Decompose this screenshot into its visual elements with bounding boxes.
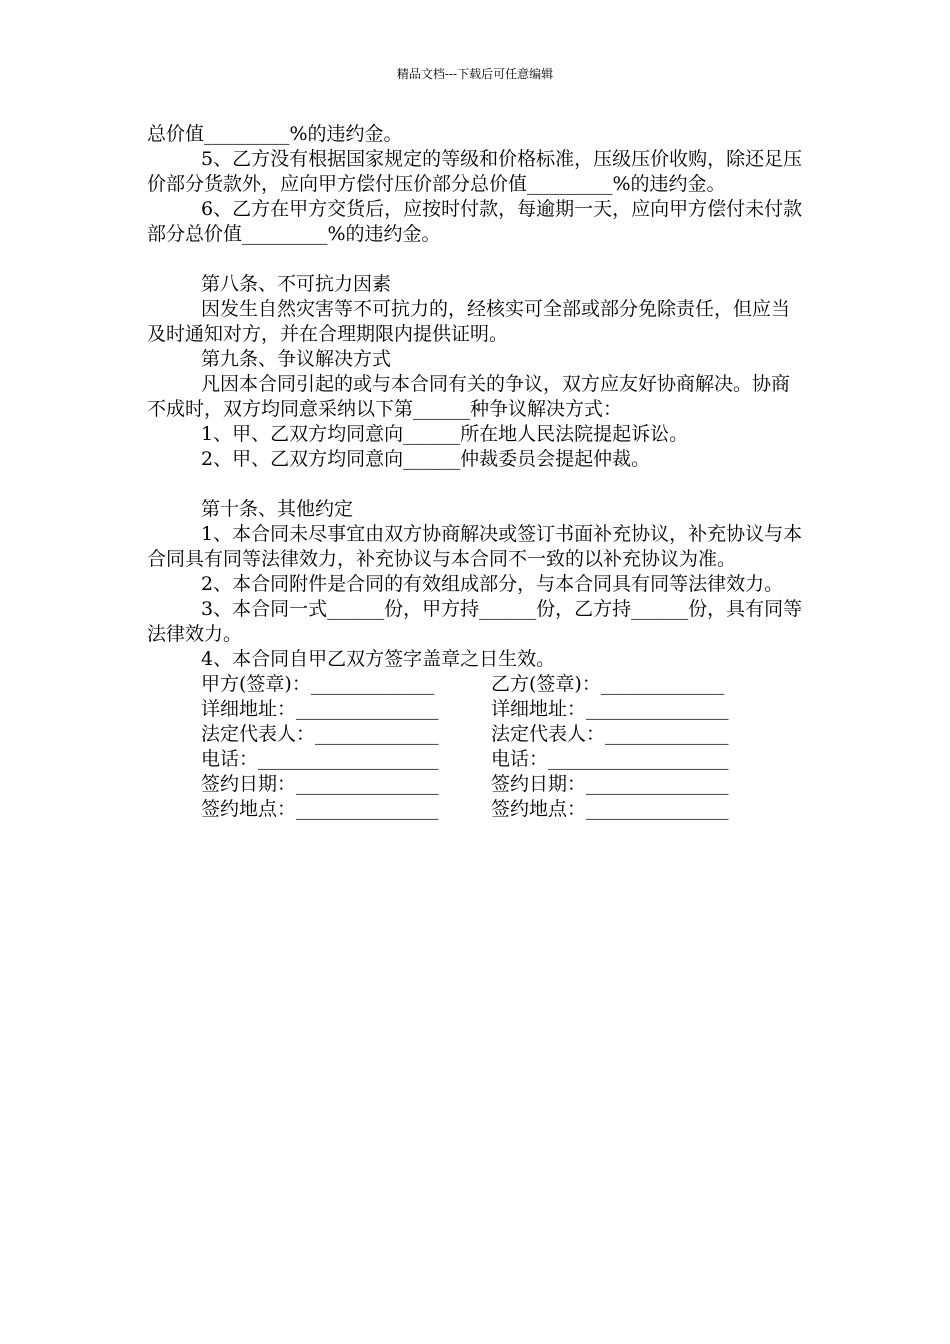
party-b-date-field: 签约日期：_______________: [491, 773, 729, 795]
signature-row-place: [147, 797, 807, 822]
signature-row-address: [147, 697, 807, 722]
signature-row-representative: [147, 722, 807, 747]
article-9-body: 凡因本合同引起的或与本合同有关的争议，双方应友好协商解决。协商不成时，双方均同意采纳以下第______种争议解决方式：: [147, 373, 791, 420]
party-a-representative-field: 法定代表人：_____________: [201, 723, 439, 745]
party-b-phone-field: 电话：___________________: [491, 748, 729, 770]
penalty-line-continued: 总价值_________%的违约金。: [147, 123, 403, 145]
signature-block: [147, 672, 807, 822]
party-a-address-field: 详细地址：_______________: [201, 698, 439, 720]
page-header: 精品文档---下载后可任意编辑: [396, 67, 554, 81]
spacer: [147, 247, 807, 272]
article-10-item-2: 2、本合同附件是合同的有效组成部分，与本合同具有同等法律效力。: [201, 573, 784, 595]
article-10-item-3: 3、本合同一式______份，甲方持______份，乙方持______份，具有同等法律效力。: [147, 598, 803, 645]
spacer: [147, 472, 807, 497]
party-b-seal-field: 乙方(签章)：_____________: [491, 673, 725, 695]
article-8-title: 第八条、不可抗力因素: [201, 273, 392, 295]
party-b-representative-field: 法定代表人：_____________: [491, 723, 729, 745]
party-a-place-field: 签约地点：_______________: [201, 798, 439, 820]
article-10-title: 第十条、其他约定: [201, 498, 354, 520]
article-9-title: 第九条、争议解决方式: [201, 348, 392, 370]
article-10-item-4: 4、本合同自甲乙双方签字盖章之日生效。: [201, 648, 556, 670]
article-8-body: 因发生自然灾害等不可抗力的，经核实可全部或部分免除责任，但应当及时通知对方，并在合理期限内提供证明。: [147, 298, 791, 345]
party-a-seal-field: 甲方(签章)：_____________: [201, 673, 435, 695]
article-9-option-2: 2、甲、乙双方均同意向______仲裁委员会提起仲裁。: [201, 448, 651, 470]
signature-row-phone: [147, 747, 807, 772]
article-10-item-1: 1、本合同未尽事宜由双方协商解决或签订书面补充协议，补充协议与本合同具有同等法律效力，补充协议与本合同不一致的以补充协议为准。: [147, 523, 803, 570]
penalty-clause-5: 5、乙方没有根据国家规定的等级和价格标准，压级压价收购，除还足压价部分货款外，应向甲方偿付压价部分总价值_________%的违约金。: [147, 148, 803, 195]
signature-row-seal: [147, 672, 807, 697]
party-b-address-field: 详细地址：_______________: [491, 698, 729, 720]
party-a-date-field: 签约日期：_______________: [201, 773, 439, 795]
party-b-place-field: 签约地点：_______________: [491, 798, 729, 820]
article-9-option-1: 1、甲、乙双方均同意向______所在地人民法院提起诉讼。: [201, 423, 689, 445]
party-a-phone-field: 电话：___________________: [201, 748, 439, 770]
contract-body: [147, 122, 807, 822]
penalty-clause-6: 6、乙方在甲方交货后，应按时付款，每逾期一天，应向甲方偿付未付款部分总价值_________%的违约金。: [147, 198, 803, 245]
signature-row-date: [147, 772, 807, 797]
